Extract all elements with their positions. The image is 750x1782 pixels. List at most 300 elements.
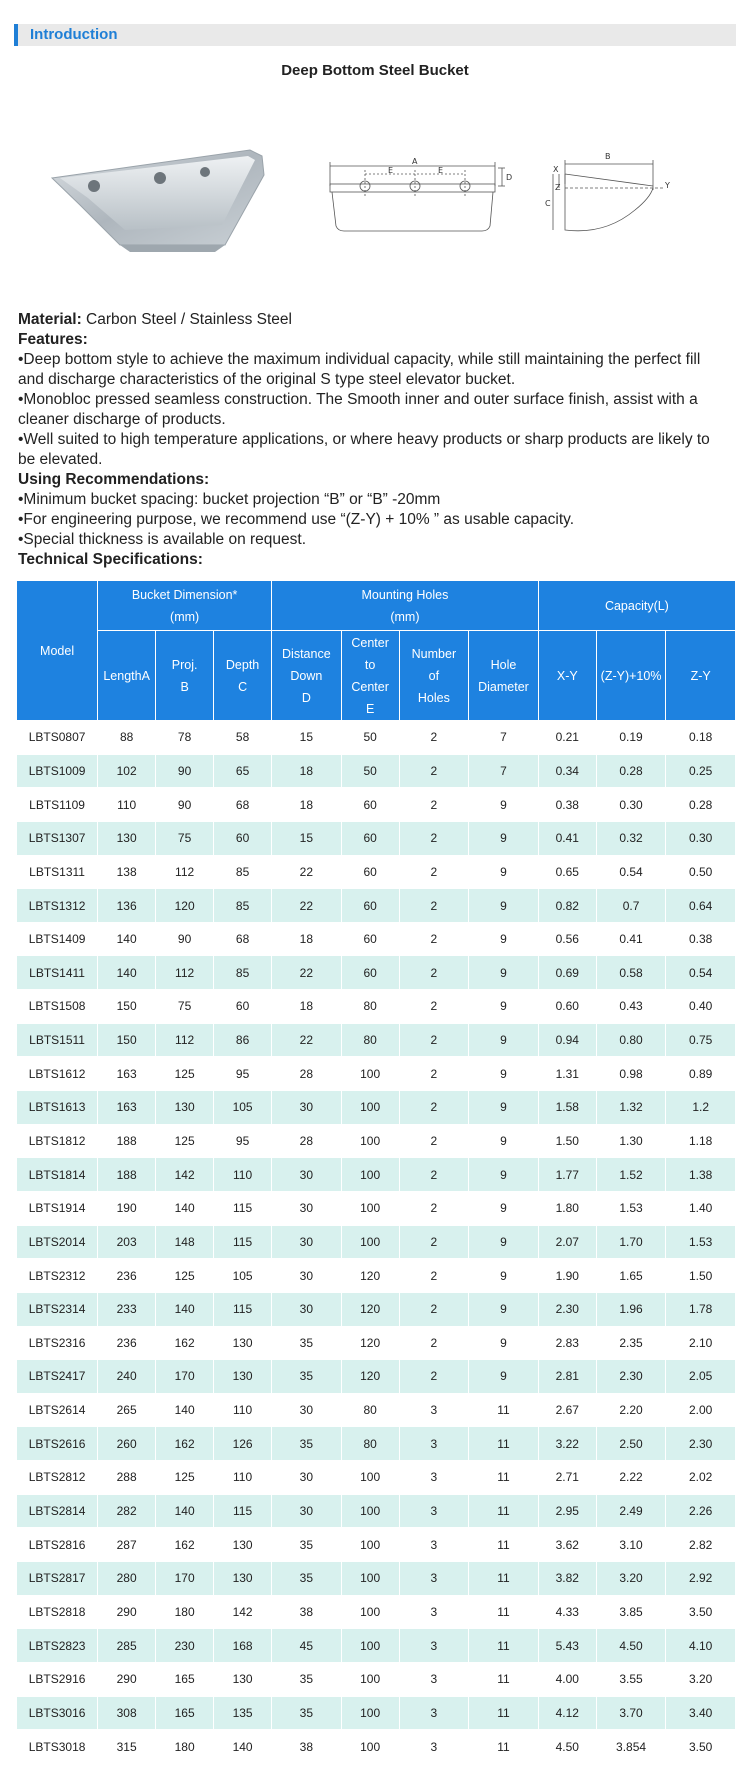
cell-proj: 180 (156, 1730, 214, 1764)
cell-proj: 112 (156, 1023, 214, 1057)
cell-hole-diameter: 11 (469, 1629, 539, 1663)
cell-zy: 2.05 (666, 1360, 736, 1394)
th-distance-line2: Down (290, 668, 323, 683)
cell-model: LBTS1312 (17, 889, 98, 923)
feature-item: •Well suited to high temperature applications, or where heavy products or sharp products are likely to be elevated. (18, 431, 710, 468)
cell-zy10: 2.22 (596, 1461, 666, 1495)
cell-zy10: 0.80 (596, 1023, 666, 1057)
label-c: C (545, 199, 551, 208)
table-row (17, 1225, 736, 1259)
th-depth-line2: C (238, 679, 248, 694)
cell-number-of-holes: 3 (399, 1730, 469, 1764)
recommendation-item: •Special thickness is available on request. (18, 531, 307, 548)
cell-zy: 1.50 (666, 1259, 736, 1293)
cell-center-to-center: 80 (341, 990, 399, 1024)
cell-zy: 2.02 (666, 1461, 736, 1495)
cell-distance-down: 35 (272, 1696, 342, 1730)
th-center-line3: Center (351, 679, 389, 694)
cell-center-to-center: 100 (341, 1595, 399, 1629)
table-row (17, 922, 736, 956)
cell-xy: 1.77 (538, 1158, 596, 1192)
cell-zy10: 2.35 (596, 1326, 666, 1360)
cell-depth: 140 (214, 1730, 272, 1764)
th-length: LengthA (98, 631, 156, 721)
cell-model: LBTS1914 (17, 1191, 98, 1225)
cell-xy: 0.69 (538, 956, 596, 990)
label-a: A (412, 157, 418, 166)
cell-xy: 1.58 (538, 1091, 596, 1125)
cell-proj: 112 (156, 855, 214, 889)
cell-xy: 4.00 (538, 1662, 596, 1696)
cell-proj: 125 (156, 1124, 214, 1158)
cell-xy: 4.12 (538, 1696, 596, 1730)
cell-zy10: 0.7 (596, 889, 666, 923)
cell-zy10: 3.85 (596, 1595, 666, 1629)
th-hole-diameter (469, 631, 539, 721)
cell-xy: 0.38 (538, 788, 596, 822)
cell-model: LBTS1612 (17, 1057, 98, 1091)
cell-distance-down: 18 (272, 754, 342, 788)
cell-distance-down: 18 (272, 922, 342, 956)
cell-zy: 0.75 (666, 1023, 736, 1057)
cell-distance-down: 22 (272, 855, 342, 889)
table-row (17, 1259, 736, 1293)
cell-hole-diameter: 9 (469, 956, 539, 990)
cell-distance-down: 18 (272, 990, 342, 1024)
cell-length: 290 (98, 1595, 156, 1629)
cell-depth: 115 (214, 1292, 272, 1326)
cell-length: 163 (98, 1091, 156, 1125)
cell-model: LBTS1613 (17, 1091, 98, 1125)
cell-zy: 1.18 (666, 1124, 736, 1158)
cell-zy: 2.30 (666, 1427, 736, 1461)
cell-distance-down: 35 (272, 1360, 342, 1394)
cell-center-to-center: 100 (341, 1124, 399, 1158)
cell-zy10: 1.65 (596, 1259, 666, 1293)
cell-depth: 115 (214, 1191, 272, 1225)
cell-zy: 1.38 (666, 1158, 736, 1192)
cell-distance-down: 30 (272, 1461, 342, 1495)
cell-distance-down: 18 (272, 788, 342, 822)
cell-zy10: 0.58 (596, 956, 666, 990)
table-row (17, 1461, 736, 1495)
th-number-of-holes (399, 631, 469, 721)
th-proj-line1: Proj. (171, 657, 198, 672)
material-label: Material: (18, 311, 82, 328)
cell-proj: 180 (156, 1595, 214, 1629)
cell-model: LBTS1311 (17, 855, 98, 889)
feature-item: •Deep bottom style to achieve the maximum individual capacity, while still maintaining the perfect fill and discharge characteristics of the original S type steel elevator bucket. (18, 351, 701, 388)
cell-proj: 165 (156, 1696, 214, 1730)
cell-proj: 112 (156, 956, 214, 990)
cell-number-of-holes: 3 (399, 1494, 469, 1528)
cell-xy: 3.82 (538, 1562, 596, 1596)
cell-xy: 2.67 (538, 1393, 596, 1427)
cell-model: LBTS1814 (17, 1158, 98, 1192)
cell-center-to-center: 120 (341, 1326, 399, 1360)
cell-model: LBTS1511 (17, 1023, 98, 1057)
cell-distance-down: 30 (272, 1158, 342, 1192)
cell-depth: 65 (214, 754, 272, 788)
cell-number-of-holes: 2 (399, 889, 469, 923)
cell-length: 138 (98, 855, 156, 889)
table-row (17, 956, 736, 990)
cell-depth: 130 (214, 1662, 272, 1696)
cell-center-to-center: 120 (341, 1292, 399, 1326)
cell-center-to-center: 60 (341, 956, 399, 990)
cell-number-of-holes: 3 (399, 1595, 469, 1629)
cell-hole-diameter: 11 (469, 1461, 539, 1495)
cell-zy: 2.26 (666, 1494, 736, 1528)
cell-number-of-holes: 2 (399, 754, 469, 788)
cell-zy10: 0.30 (596, 788, 666, 822)
cell-model: LBTS2614 (17, 1393, 98, 1427)
cell-zy10: 0.43 (596, 990, 666, 1024)
cell-proj: 140 (156, 1191, 214, 1225)
th-center-line4: E (365, 701, 375, 716)
cell-zy10: 2.50 (596, 1427, 666, 1461)
cell-depth: 126 (214, 1427, 272, 1461)
cell-model: LBTS2916 (17, 1662, 98, 1696)
cell-length: 233 (98, 1292, 156, 1326)
cell-model: LBTS2817 (17, 1562, 98, 1596)
cell-hole-diameter: 9 (469, 1057, 539, 1091)
cell-distance-down: 35 (272, 1528, 342, 1562)
cell-xy: 1.31 (538, 1057, 596, 1091)
cell-distance-down: 22 (272, 1023, 342, 1057)
cell-hole-diameter: 9 (469, 889, 539, 923)
cell-hole-diameter: 11 (469, 1730, 539, 1764)
th-proj-line2: B (180, 679, 189, 694)
cell-length: 280 (98, 1562, 156, 1596)
cell-hole-diameter: 9 (469, 1158, 539, 1192)
cell-zy: 0.64 (666, 889, 736, 923)
cell-length: 285 (98, 1629, 156, 1663)
cell-model: LBTS2816 (17, 1528, 98, 1562)
cell-xy: 4.33 (538, 1595, 596, 1629)
cell-depth: 130 (214, 1360, 272, 1394)
cell-zy10: 1.30 (596, 1124, 666, 1158)
cell-distance-down: 38 (272, 1730, 342, 1764)
cell-zy: 0.89 (666, 1057, 736, 1091)
product-title: Deep Bottom Steel Bucket (281, 62, 469, 79)
cell-hole-diameter: 7 (469, 721, 539, 755)
table-row (17, 1091, 736, 1125)
cell-number-of-holes: 2 (399, 1158, 469, 1192)
cell-hole-diameter: 9 (469, 1191, 539, 1225)
cell-hole-diameter: 11 (469, 1662, 539, 1696)
cell-length: 163 (98, 1057, 156, 1091)
th-number-line1: Number (411, 646, 457, 661)
cell-depth: 68 (214, 788, 272, 822)
cell-zy10: 3.10 (596, 1528, 666, 1562)
cell-xy: 0.56 (538, 922, 596, 956)
cell-depth: 68 (214, 922, 272, 956)
cell-xy: 0.82 (538, 889, 596, 923)
cell-distance-down: 15 (272, 821, 342, 855)
cell-distance-down: 22 (272, 889, 342, 923)
label-e1: E (388, 166, 394, 175)
cell-zy: 3.50 (666, 1730, 736, 1764)
cell-zy: 1.53 (666, 1225, 736, 1259)
recommendations-heading: Using Recommendations: (18, 471, 210, 488)
cell-hole-diameter: 9 (469, 922, 539, 956)
cell-xy: 4.50 (538, 1730, 596, 1764)
cell-center-to-center: 100 (341, 1562, 399, 1596)
cell-proj: 140 (156, 1292, 214, 1326)
label-d: D (506, 173, 513, 182)
table-row (17, 1360, 736, 1394)
th-distance-line3: D (301, 690, 311, 705)
cell-model: LBTS2818 (17, 1595, 98, 1629)
cell-center-to-center: 120 (341, 1360, 399, 1394)
cell-length: 236 (98, 1326, 156, 1360)
cell-zy: 0.38 (666, 922, 736, 956)
cell-center-to-center: 100 (341, 1091, 399, 1125)
recommendation-item: •For engineering purpose, we recommend use “(Z-Y) + 10% ” as usable capacity. (18, 511, 575, 528)
label-z: Z (555, 183, 561, 192)
cell-distance-down: 38 (272, 1595, 342, 1629)
cell-model: LBTS3016 (17, 1696, 98, 1730)
cell-number-of-holes: 2 (399, 1292, 469, 1326)
table-row (17, 1427, 736, 1461)
cell-distance-down: 30 (272, 1259, 342, 1293)
cell-length: 188 (98, 1158, 156, 1192)
cell-zy: 3.40 (666, 1696, 736, 1730)
cell-length: 290 (98, 1662, 156, 1696)
cell-length: 236 (98, 1259, 156, 1293)
cell-hole-diameter: 9 (469, 855, 539, 889)
cell-center-to-center: 100 (341, 1696, 399, 1730)
cell-hole-diameter: 9 (469, 1326, 539, 1360)
cell-model: LBTS2314 (17, 1292, 98, 1326)
cell-depth: 142 (214, 1595, 272, 1629)
table-row (17, 1562, 736, 1596)
cell-distance-down: 28 (272, 1124, 342, 1158)
cell-xy: 0.60 (538, 990, 596, 1024)
cell-hole-diameter: 11 (469, 1427, 539, 1461)
cell-zy10: 0.41 (596, 922, 666, 956)
cell-distance-down: 30 (272, 1292, 342, 1326)
cell-zy10: 2.49 (596, 1494, 666, 1528)
cell-zy: 3.50 (666, 1595, 736, 1629)
cell-length: 190 (98, 1191, 156, 1225)
table-row (17, 1191, 736, 1225)
cell-center-to-center: 100 (341, 1494, 399, 1528)
th-depth (214, 631, 272, 721)
table-body (17, 721, 736, 1764)
table-row (17, 990, 736, 1024)
cell-depth: 85 (214, 889, 272, 923)
th-mounting-holes-line1: Mounting Holes (361, 587, 449, 602)
cell-depth: 115 (214, 1494, 272, 1528)
cell-center-to-center: 60 (341, 889, 399, 923)
table-row (17, 1662, 736, 1696)
cell-depth: 130 (214, 1562, 272, 1596)
cell-proj: 148 (156, 1225, 214, 1259)
cell-proj: 230 (156, 1629, 214, 1663)
cell-model: LBTS1307 (17, 821, 98, 855)
cell-distance-down: 15 (272, 721, 342, 755)
cell-proj: 75 (156, 990, 214, 1024)
th-center-line1: Center (351, 635, 389, 650)
cell-zy: 2.00 (666, 1393, 736, 1427)
cell-zy: 2.92 (666, 1562, 736, 1596)
section-header (14, 24, 736, 46)
cell-hole-diameter: 9 (469, 1091, 539, 1125)
cell-hole-diameter: 9 (469, 1225, 539, 1259)
material-value: Carbon Steel / Stainless Steel (81, 311, 292, 328)
cell-center-to-center: 60 (341, 922, 399, 956)
cell-length: 265 (98, 1393, 156, 1427)
cell-hole-diameter: 9 (469, 821, 539, 855)
cell-distance-down: 30 (272, 1191, 342, 1225)
cell-number-of-holes: 3 (399, 1629, 469, 1663)
label-y: Y (665, 181, 670, 190)
cell-center-to-center: 100 (341, 1528, 399, 1562)
cell-zy10: 3.20 (596, 1562, 666, 1596)
cell-depth: 85 (214, 855, 272, 889)
cell-zy10: 1.32 (596, 1091, 666, 1125)
cell-length: 150 (98, 990, 156, 1024)
th-number-line3: Holes (417, 690, 450, 705)
table-row (17, 1528, 736, 1562)
th-mounting-holes (272, 581, 539, 631)
cell-xy: 0.65 (538, 855, 596, 889)
cell-length: 203 (98, 1225, 156, 1259)
cell-depth: 58 (214, 721, 272, 755)
cell-proj: 162 (156, 1427, 214, 1461)
th-zy10: (Z-Y)+10% (596, 631, 666, 721)
th-center-to-center (341, 631, 399, 721)
table-row (17, 1124, 736, 1158)
feature-item: •Monobloc pressed seamless construction. The Smooth inner and outer surface finish, assist with a cleaner discharge of products. (18, 391, 698, 428)
cell-distance-down: 22 (272, 956, 342, 990)
cell-zy10: 0.19 (596, 721, 666, 755)
cell-zy10: 3.55 (596, 1662, 666, 1696)
th-bucket-dimension (98, 581, 272, 631)
cell-center-to-center: 100 (341, 1225, 399, 1259)
cell-number-of-holes: 2 (399, 922, 469, 956)
cell-hole-diameter: 11 (469, 1562, 539, 1596)
spec-table (16, 580, 736, 1764)
cell-zy10: 2.30 (596, 1360, 666, 1394)
table-row (17, 754, 736, 788)
table-row (17, 721, 736, 755)
cell-number-of-holes: 3 (399, 1696, 469, 1730)
cell-proj: 130 (156, 1091, 214, 1125)
cell-distance-down: 35 (272, 1326, 342, 1360)
th-bucket-dimension-line1: Bucket Dimension* (131, 587, 238, 602)
cell-center-to-center: 80 (341, 1393, 399, 1427)
cell-distance-down: 35 (272, 1562, 342, 1596)
th-capacity: Capacity(L) (538, 581, 735, 631)
material-line (18, 310, 718, 330)
cell-xy: 2.95 (538, 1494, 596, 1528)
cell-proj: 140 (156, 1393, 214, 1427)
cell-zy: 1.78 (666, 1292, 736, 1326)
th-bucket-dimension-line2: (mm) (170, 609, 200, 624)
cell-number-of-holes: 2 (399, 1091, 469, 1125)
cell-xy: 3.22 (538, 1427, 596, 1461)
cell-hole-diameter: 7 (469, 754, 539, 788)
cell-xy: 0.41 (538, 821, 596, 855)
cell-model: LBTS2014 (17, 1225, 98, 1259)
cell-distance-down: 45 (272, 1629, 342, 1663)
th-distance-down (272, 631, 342, 721)
cell-xy: 2.83 (538, 1326, 596, 1360)
table-row (17, 855, 736, 889)
cell-hole-diameter: 9 (469, 788, 539, 822)
cell-zy: 4.10 (666, 1629, 736, 1663)
cell-zy: 0.28 (666, 788, 736, 822)
cell-zy10: 1.70 (596, 1225, 666, 1259)
cell-model: LBTS2812 (17, 1461, 98, 1495)
th-depth-line1: Depth (225, 657, 260, 672)
cell-length: 282 (98, 1494, 156, 1528)
cell-number-of-holes: 3 (399, 1461, 469, 1495)
cell-length: 102 (98, 754, 156, 788)
cell-model: LBTS2823 (17, 1629, 98, 1663)
cell-number-of-holes: 3 (399, 1562, 469, 1596)
cell-hole-diameter: 9 (469, 1023, 539, 1057)
cell-center-to-center: 50 (341, 754, 399, 788)
cell-model: LBTS1411 (17, 956, 98, 990)
cell-xy: 3.62 (538, 1528, 596, 1562)
cell-distance-down: 30 (272, 1393, 342, 1427)
cell-xy: 0.94 (538, 1023, 596, 1057)
cell-length: 140 (98, 922, 156, 956)
side-dimension-diagram (545, 152, 695, 270)
cell-zy10: 2.20 (596, 1393, 666, 1427)
cell-hole-diameter: 9 (469, 1360, 539, 1394)
cell-zy: 0.54 (666, 956, 736, 990)
cell-number-of-holes: 2 (399, 721, 469, 755)
cell-center-to-center: 100 (341, 1461, 399, 1495)
cell-number-of-holes: 2 (399, 855, 469, 889)
cell-length: 188 (98, 1124, 156, 1158)
cell-model: LBTS1508 (17, 990, 98, 1024)
label-x: X (553, 165, 559, 174)
cell-distance-down: 30 (272, 1494, 342, 1528)
cell-model: LBTS2417 (17, 1360, 98, 1394)
cell-center-to-center: 50 (341, 721, 399, 755)
cell-hole-diameter: 11 (469, 1494, 539, 1528)
cell-proj: 90 (156, 754, 214, 788)
table-row (17, 1696, 736, 1730)
cell-hole-diameter: 11 (469, 1393, 539, 1427)
cell-center-to-center: 100 (341, 1730, 399, 1764)
cell-number-of-holes: 2 (399, 1191, 469, 1225)
cell-xy: 1.50 (538, 1124, 596, 1158)
features-heading: Features: (18, 331, 88, 348)
cell-depth: 110 (214, 1158, 272, 1192)
front-dimension-diagram (320, 156, 530, 271)
cell-proj: 140 (156, 1494, 214, 1528)
cell-proj: 162 (156, 1326, 214, 1360)
cell-proj: 125 (156, 1461, 214, 1495)
cell-zy: 0.40 (666, 990, 736, 1024)
cell-depth: 110 (214, 1393, 272, 1427)
cell-number-of-holes: 2 (399, 1124, 469, 1158)
cell-zy10: 3.70 (596, 1696, 666, 1730)
cell-xy: 2.07 (538, 1225, 596, 1259)
cell-zy10: 0.98 (596, 1057, 666, 1091)
cell-distance-down: 28 (272, 1057, 342, 1091)
product-description (18, 310, 718, 570)
cell-zy: 2.82 (666, 1528, 736, 1562)
cell-center-to-center: 120 (341, 1259, 399, 1293)
